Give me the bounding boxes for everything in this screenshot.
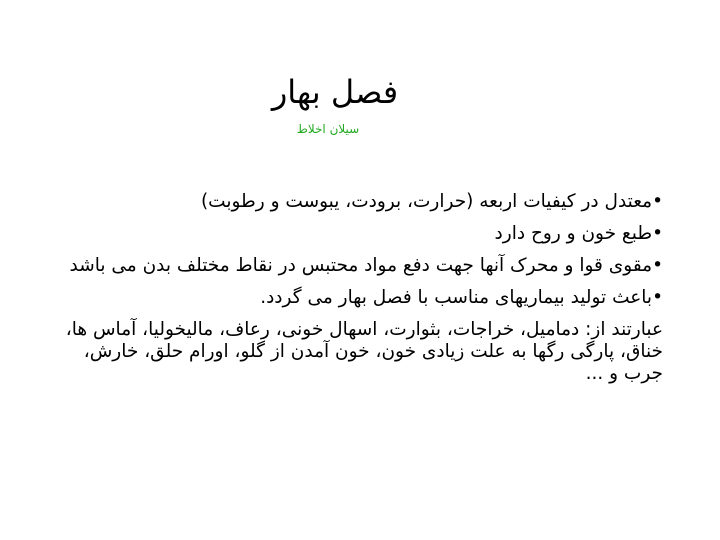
bullet-nature: •طبع خون و روح دارد [494,223,663,244]
bullet-diseases: •باعث تولید بیماریهای مناسب با فصل بهار می گردد. [260,287,663,308]
bullet-strengthening: •مقوی قوا و محرک آنها جهت دفع مواد محتبس در نقاط مختلف بدن می باشد [69,255,663,276]
diseases-list-paragraph: عبارتند از: دمامیل، خراجات، بثوارت، اسهال خونی، رعاف، مالیخولیا، آماس ها، خناق، پارگی رگها به علت زیادی خون، خون آمدن از گلو، اورام حلق، خارش، جرب و ... [65,319,663,384]
bullet-temperament: •معتدل در کیفیات اربعه (حرارت، برودت، یبوست و رطوبت) [200,191,663,212]
slide-title: فصل بهار [271,73,399,111]
slide-body [43,191,663,385]
slide-subtitle: سیلان اخلاط [296,122,360,136]
